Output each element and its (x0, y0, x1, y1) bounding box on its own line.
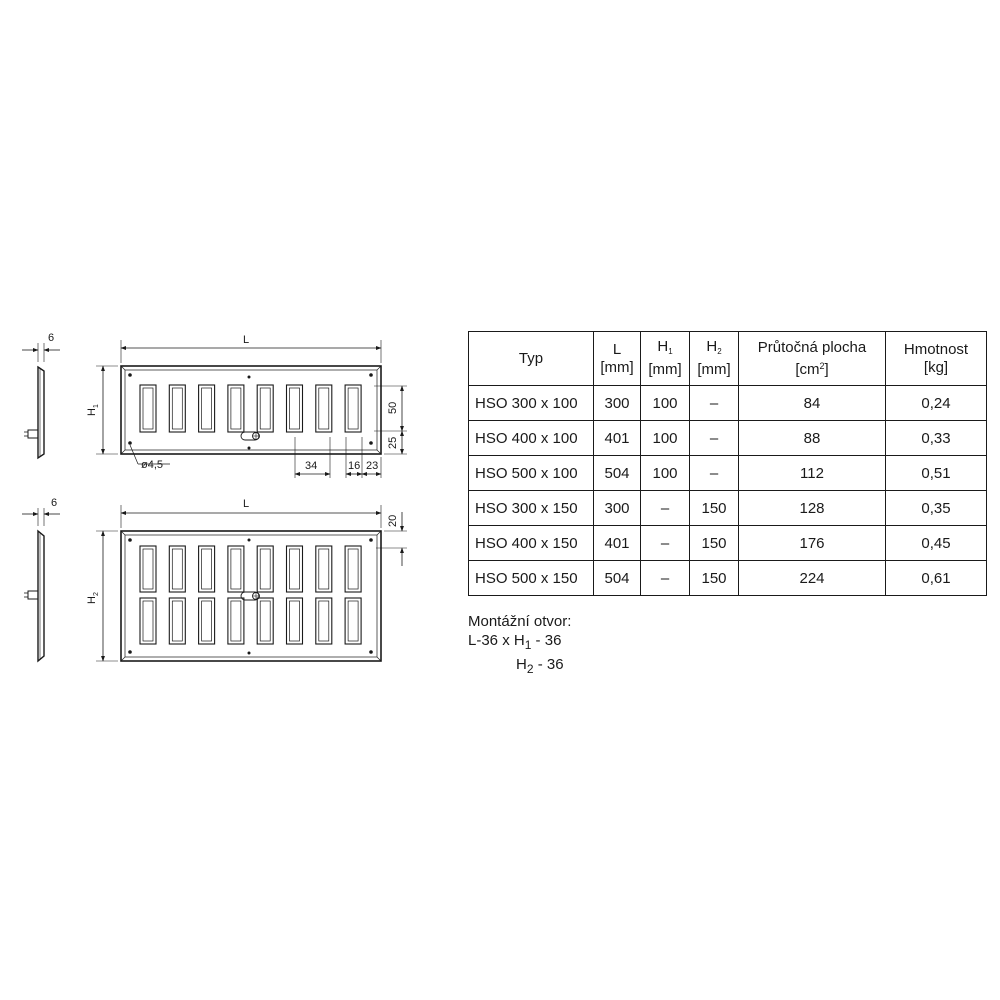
cell-mass: 0,51 (886, 456, 987, 491)
spec-table (468, 331, 987, 596)
header-mass: Hmotnost [kg] (886, 332, 987, 386)
cell-H2: 150 (690, 561, 739, 596)
cell-H2: – (690, 421, 739, 456)
header-H1: $H_1$ [mm] (641, 332, 690, 386)
table-header-row (469, 332, 987, 386)
cell-L: 300 (594, 491, 641, 526)
label-L-bottom: L (243, 498, 250, 510)
cell-L: 504 (594, 561, 641, 596)
label-L-top: L (243, 334, 250, 346)
louvre-slot (316, 385, 332, 432)
mounting-line-1: L-36 x $H_1 - 36$ (468, 632, 562, 652)
louvre-slot (199, 598, 215, 644)
table-row (469, 526, 987, 561)
label-hole-diameter: ø4,5 (141, 459, 164, 471)
side-thickness-label-top: 6 (48, 332, 55, 344)
mounting-title: Montážní otvor: (468, 613, 572, 630)
cell-H1: – (641, 491, 690, 526)
cell-H1: 100 (641, 386, 690, 421)
cell-mass: 0,35 (886, 491, 987, 526)
louvre-slot (199, 546, 215, 592)
label-dim-20: 20 (387, 514, 399, 527)
louvre-slot (169, 598, 185, 644)
cell-mass: 0,61 (886, 561, 987, 596)
louvre-slot (228, 598, 244, 644)
louvre-slot (169, 546, 185, 592)
cell-area: 84 (739, 386, 886, 421)
header-H2: $H_2$ [mm] (690, 332, 739, 386)
cell-area: 176 (739, 526, 886, 561)
label-dim-50: 50 (387, 401, 399, 414)
louvre-slot (257, 546, 273, 592)
cell-mass: 0,45 (886, 526, 987, 561)
label-dim-34: 34 (305, 460, 318, 472)
louvre-slot (140, 546, 156, 592)
header-area: Průtočná plocha $[cm^2]$ (739, 332, 886, 386)
louvre-slot (169, 385, 185, 432)
table-row (469, 491, 987, 526)
louvre-slot (316, 598, 332, 644)
cell-typ: HSO 500 x 150 (469, 561, 594, 596)
louvre-slot (228, 546, 244, 592)
louvre-slot (287, 598, 303, 644)
cell-area: 112 (739, 456, 886, 491)
louvre-slot (287, 385, 303, 432)
cell-area: 224 (739, 561, 886, 596)
louvre-slot (140, 598, 156, 644)
cell-typ: HSO 500 x 100 (469, 456, 594, 491)
louvre-slot (257, 598, 273, 644)
cell-H2: 150 (690, 491, 739, 526)
header-L: L [mm] (594, 332, 641, 386)
cell-typ: HSO 400 x 150 (469, 526, 594, 561)
cell-typ: HSO 300 x 100 (469, 386, 594, 421)
cell-area: 128 (739, 491, 886, 526)
grille-front-top (121, 366, 381, 454)
table-row (469, 456, 987, 491)
table-row (469, 421, 987, 456)
louvre-slot (345, 385, 361, 432)
cell-L: 401 (594, 526, 641, 561)
louvre-slot (316, 546, 332, 592)
dimension-H1 (96, 366, 118, 454)
label-H1: $H_1$ (86, 404, 100, 416)
cell-L: 504 (594, 456, 641, 491)
label-dim-16: 16 (348, 460, 361, 472)
cell-H2: 150 (690, 526, 739, 561)
cell-typ: HSO 400 x 100 (469, 421, 594, 456)
cell-H1: – (641, 526, 690, 561)
louvre-slot (345, 598, 361, 644)
cell-H2: – (690, 386, 739, 421)
header-typ: Typ (469, 332, 594, 386)
cell-typ: HSO 300 x 150 (469, 491, 594, 526)
cell-area: 88 (739, 421, 886, 456)
label-dim-25: 25 (387, 436, 399, 449)
louvre-slot (228, 385, 244, 432)
cell-H1: 100 (641, 456, 690, 491)
louvre-slot (287, 546, 303, 592)
side-profile-top (22, 343, 60, 458)
table-row (469, 386, 987, 421)
dimension-L-top (121, 340, 381, 363)
grille-front-bottom (121, 531, 381, 661)
side-thickness-label-bottom: 6 (51, 497, 58, 509)
louvre-slot (199, 385, 215, 432)
label-dim-23: 23 (366, 460, 379, 472)
cell-H2: – (690, 456, 739, 491)
cell-H1: 100 (641, 421, 690, 456)
cell-H1: – (641, 561, 690, 596)
mounting-opening-note (468, 612, 571, 679)
louvre-slot (345, 546, 361, 592)
mounting-line-2: $H_2 - 36$ (516, 656, 564, 676)
louvre-slot (257, 385, 273, 432)
side-profile-bottom (22, 508, 60, 661)
cell-mass: 0,33 (886, 421, 987, 456)
dimension-L-bottom (121, 505, 381, 528)
cell-L: 300 (594, 386, 641, 421)
cell-mass: 0,24 (886, 386, 987, 421)
table-row (469, 561, 987, 596)
louvre-slot (140, 385, 156, 432)
cell-L: 401 (594, 421, 641, 456)
label-H2: $H_2$ (86, 592, 100, 604)
